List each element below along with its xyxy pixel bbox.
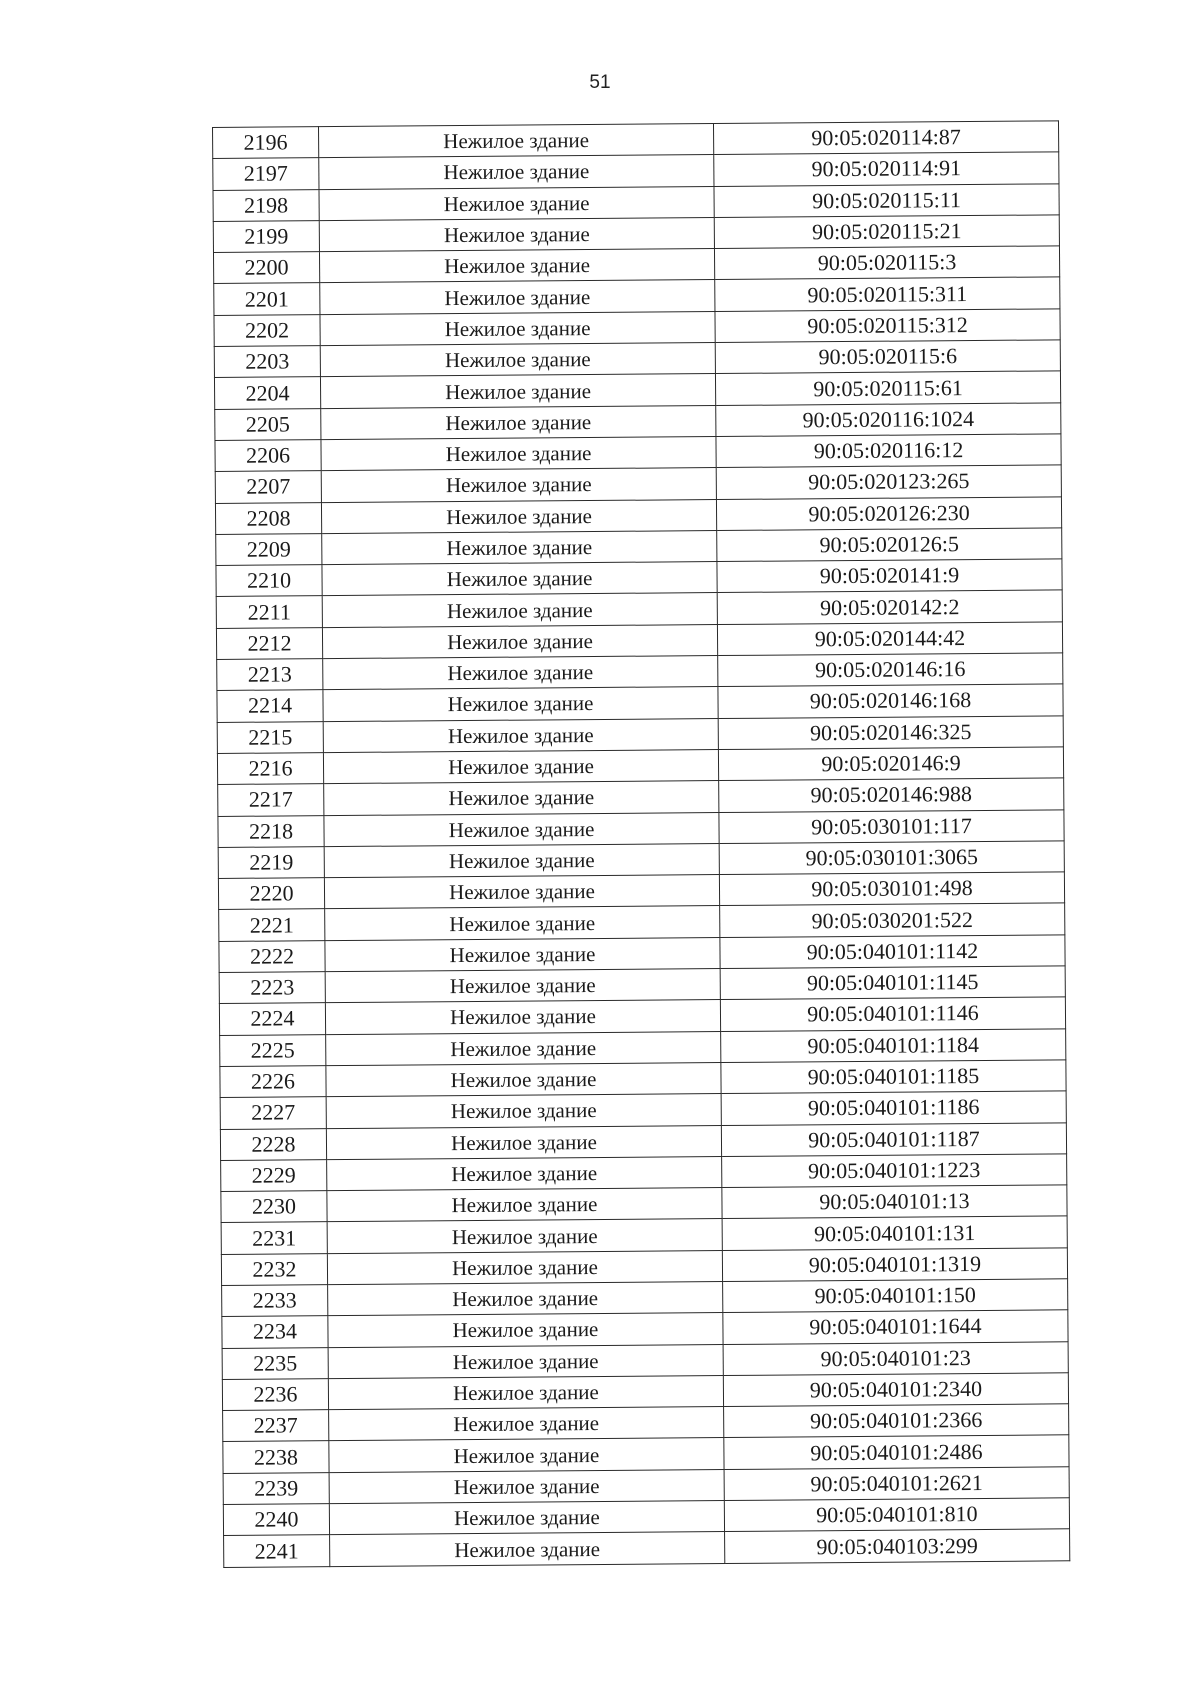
row-number-cell: 2206 (215, 440, 321, 472)
row-number-cell: 2221 (219, 909, 325, 941)
cadastral-number-cell: 90:05:040101:1319 (722, 1248, 1067, 1282)
cadastral-number-cell: 90:05:020146:325 (718, 715, 1063, 749)
object-type-cell: Нежилое здание (329, 1469, 724, 1503)
object-type-cell: Нежилое здание (323, 687, 718, 721)
cadastral-number-cell: 90:05:040101:2621 (724, 1467, 1069, 1501)
cadastral-number-cell: 90:05:030101:498 (719, 872, 1064, 906)
row-number-cell: 2197 (213, 158, 319, 190)
cadastral-number-cell: 90:05:020126:5 (717, 528, 1062, 562)
object-type-cell: Нежилое здание (319, 217, 714, 251)
cadastral-number-cell: 90:05:020141:9 (717, 559, 1062, 593)
cadastral-number-cell: 90:05:020115:311 (715, 277, 1060, 311)
cadastral-number-cell: 90:05:020115:61 (715, 371, 1060, 405)
cadastral-number-cell: 90:05:040101:1146 (720, 997, 1065, 1031)
row-number-cell: 2239 (223, 1472, 329, 1504)
row-number-cell: 2209 (216, 534, 322, 566)
object-type-cell: Нежилое здание (327, 1250, 722, 1284)
cadastral-number-cell: 90:05:040101:2486 (724, 1435, 1069, 1469)
cadastral-number-cell: 90:05:040101:2366 (724, 1404, 1069, 1438)
row-number-cell: 2222 (219, 940, 325, 972)
row-number-cell: 2207 (215, 471, 321, 503)
row-number-cell: 2202 (214, 314, 320, 346)
cadastral-number-cell: 90:05:020115:312 (715, 309, 1060, 343)
cadastral-number-cell: 90:05:040101:1644 (723, 1310, 1068, 1344)
object-type-cell: Нежилое здание (324, 812, 719, 846)
object-type-cell: Нежилое здание (325, 937, 720, 971)
cadastral-number-cell: 90:05:040101:1187 (721, 1122, 1066, 1156)
row-number-cell: 2201 (214, 283, 320, 315)
object-type-cell: Нежилое здание (319, 249, 714, 283)
row-number-cell: 2204 (214, 377, 320, 409)
object-type-cell: Нежилое здание (325, 969, 720, 1003)
row-number-cell: 2215 (217, 721, 323, 753)
cadastral-number-cell: 90:05:020116:1024 (716, 403, 1061, 437)
object-type-cell: Нежилое здание (320, 280, 715, 314)
row-number-cell: 2208 (215, 502, 321, 534)
object-type-cell: Нежилое здание (323, 656, 718, 690)
row-number-cell: 2205 (215, 408, 321, 440)
cadastral-number-cell: 90:05:020114:87 (713, 121, 1058, 155)
object-type-cell: Нежилое здание (319, 124, 714, 158)
row-number-cell: 2235 (222, 1347, 328, 1379)
row-number-cell: 2238 (223, 1441, 329, 1473)
object-type-cell: Нежилое здание (329, 1438, 724, 1472)
cadastral-number-cell: 90:05:020144:42 (717, 622, 1062, 656)
cadastral-number-cell: 90:05:020126:230 (716, 496, 1061, 530)
object-type-cell: Нежилое здание (326, 1125, 721, 1159)
row-number-cell: 2231 (221, 1222, 327, 1254)
object-type-cell: Нежилое здание (325, 1000, 720, 1034)
cadastral-number-cell: 90:05:040101:131 (722, 1216, 1067, 1250)
object-type-cell: Нежилое здание (329, 1501, 724, 1535)
cadastral-number-cell: 90:05:030101:3065 (719, 841, 1064, 875)
object-type-cell: Нежилое здание (322, 530, 717, 564)
cadastral-number-cell: 90:05:020116:12 (716, 434, 1061, 468)
object-type-cell: Нежилое здание (321, 499, 716, 533)
row-number-cell: 2227 (220, 1097, 326, 1129)
cadastral-number-cell: 90:05:020115:11 (714, 183, 1059, 217)
row-number-cell: 2228 (220, 1128, 326, 1160)
cadastral-number-cell: 90:05:040101:1223 (722, 1154, 1067, 1188)
cadastral-number-cell: 90:05:030101:117 (719, 809, 1064, 843)
cadastral-number-cell: 90:05:020115:6 (715, 340, 1060, 374)
page-number: 51 (589, 72, 611, 93)
row-number-cell: 2232 (221, 1253, 327, 1285)
row-number-cell: 2234 (222, 1316, 328, 1348)
registry-table-body (213, 121, 1070, 1567)
row-number-cell: 2225 (220, 1034, 326, 1066)
row-number-cell: 2237 (223, 1410, 329, 1442)
row-number-cell: 2203 (214, 346, 320, 378)
object-type-cell: Нежилое здание (320, 374, 715, 408)
row-number-cell: 2218 (218, 815, 324, 847)
object-type-cell: Нежилое здание (327, 1156, 722, 1190)
cadastral-number-cell: 90:05:020142:2 (717, 590, 1062, 624)
row-number-cell: 2199 (213, 221, 319, 253)
cadastral-number-cell: 90:05:030201:522 (720, 903, 1065, 937)
object-type-cell: Нежилое здание (322, 562, 717, 596)
object-type-cell: Нежилое здание (324, 781, 719, 815)
object-type-cell: Нежилое здание (319, 155, 714, 189)
row-number-cell: 2236 (222, 1378, 328, 1410)
row-number-cell: 2220 (218, 878, 324, 910)
object-type-cell: Нежилое здание (324, 843, 719, 877)
object-type-cell: Нежилое здание (319, 186, 714, 220)
cadastral-number-cell: 90:05:040101:1185 (721, 1060, 1066, 1094)
object-type-cell: Нежилое здание (320, 311, 715, 345)
row-number-cell: 2241 (224, 1535, 330, 1567)
cadastral-number-cell: 90:05:040101:1184 (721, 1028, 1066, 1062)
row-number-cell: 2213 (217, 659, 323, 691)
cadastral-number-cell: 90:05:020115:21 (714, 215, 1059, 249)
object-type-cell: Нежилое здание (323, 718, 718, 752)
row-number-cell: 2210 (216, 565, 322, 597)
cadastral-number-cell: 90:05:040101:1145 (720, 966, 1065, 1000)
object-type-cell: Нежилое здание (329, 1407, 724, 1441)
row-number-cell: 2224 (219, 1003, 325, 1035)
object-type-cell: Нежилое здание (321, 437, 716, 471)
object-type-cell: Нежилое здание (328, 1344, 723, 1378)
cadastral-number-cell: 90:05:040101:810 (724, 1498, 1069, 1532)
row-number-cell: 2200 (213, 252, 319, 284)
object-type-cell: Нежилое здание (322, 624, 717, 658)
cadastral-number-cell: 90:05:020146:168 (718, 684, 1063, 718)
object-type-cell: Нежилое здание (320, 343, 715, 377)
object-type-cell: Нежилое здание (321, 405, 716, 439)
object-type-cell: Нежилое здание (326, 1031, 721, 1065)
row-number-cell: 2233 (222, 1285, 328, 1317)
object-type-cell: Нежилое здание (324, 875, 719, 909)
row-number-cell: 2230 (221, 1191, 327, 1223)
row-number-cell: 2217 (218, 784, 324, 816)
row-number-cell: 2229 (221, 1159, 327, 1191)
object-type-cell: Нежилое здание (323, 749, 718, 783)
cadastral-number-cell: 90:05:040103:299 (725, 1529, 1070, 1563)
cadastral-number-cell: 90:05:020114:91 (714, 152, 1059, 186)
row-number-cell: 2226 (220, 1066, 326, 1098)
cadastral-number-cell: 90:05:040101:1186 (721, 1091, 1066, 1125)
table-row (224, 1529, 1070, 1567)
cadastral-number-cell: 90:05:040101:150 (723, 1279, 1068, 1313)
row-number-cell: 2196 (213, 127, 319, 159)
row-number-cell: 2198 (213, 189, 319, 221)
object-type-cell: Нежилое здание (326, 1062, 721, 1096)
object-type-cell: Нежилое здание (326, 1094, 721, 1128)
cadastral-number-cell: 90:05:040101:2340 (723, 1373, 1068, 1407)
row-number-cell: 2214 (217, 690, 323, 722)
object-type-cell: Нежилое здание (322, 593, 717, 627)
cadastral-number-cell: 90:05:040101:1142 (720, 935, 1065, 969)
cadastral-number-cell: 90:05:020123:265 (716, 465, 1061, 499)
object-type-cell: Нежилое здание (328, 1313, 723, 1347)
cadastral-number-cell: 90:05:020146:988 (719, 778, 1064, 812)
row-number-cell: 2216 (217, 753, 323, 785)
registry-table (212, 120, 1070, 1567)
object-type-cell: Нежилое здание (321, 468, 716, 502)
object-type-cell: Нежилое здание (327, 1188, 722, 1222)
row-number-cell: 2240 (223, 1504, 329, 1536)
object-type-cell: Нежилое здание (330, 1532, 725, 1566)
cadastral-number-cell: 90:05:020115:3 (714, 246, 1059, 280)
object-type-cell: Нежилое здание (328, 1282, 723, 1316)
cadastral-number-cell: 90:05:020146:9 (718, 747, 1063, 781)
cadastral-number-cell: 90:05:040101:13 (722, 1185, 1067, 1219)
row-number-cell: 2223 (219, 972, 325, 1004)
object-type-cell: Нежилое здание (327, 1219, 722, 1253)
cadastral-number-cell: 90:05:020146:16 (718, 653, 1063, 687)
row-number-cell: 2212 (216, 627, 322, 659)
row-number-cell: 2219 (218, 846, 324, 878)
object-type-cell: Нежилое здание (328, 1375, 723, 1409)
cadastral-number-cell: 90:05:040101:23 (723, 1341, 1068, 1375)
row-number-cell: 2211 (216, 596, 322, 628)
object-type-cell: Нежилое здание (325, 906, 720, 940)
